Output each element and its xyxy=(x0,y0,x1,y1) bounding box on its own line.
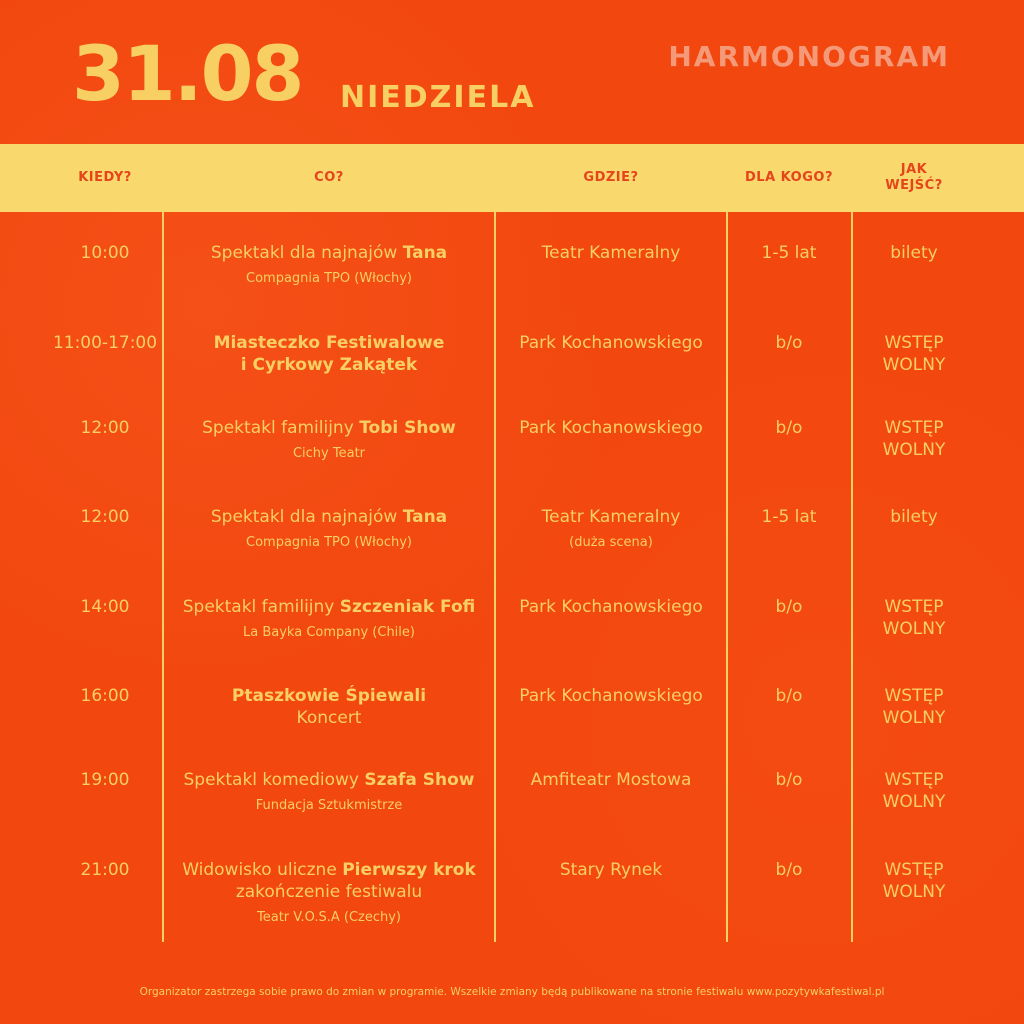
event-venue xyxy=(496,769,726,791)
venue-detail: (duża scena) xyxy=(569,535,653,550)
event-time: 21:00 xyxy=(80,860,130,880)
event-line2: Koncert xyxy=(296,708,362,728)
event-performer: La Bayka Company (Chile) xyxy=(243,625,415,640)
event-description xyxy=(163,417,495,463)
event-time: 14:00 xyxy=(80,597,130,617)
event-time: 16:00 xyxy=(80,686,130,706)
event-venue xyxy=(496,859,726,881)
column-header-what: CO? xyxy=(314,169,344,185)
event-performer: Compagnia TPO (Włochy) xyxy=(246,535,412,550)
event-venue xyxy=(496,596,726,618)
event-type: Spektakl dla najnajów xyxy=(210,507,403,527)
event-description xyxy=(163,242,495,288)
entry-line2: WOLNY xyxy=(882,619,946,639)
event-audience: b/o xyxy=(775,770,803,790)
column-divider xyxy=(162,212,164,942)
event-title: Miasteczko Festiwalowe xyxy=(213,333,445,353)
page-label: HARMONOGRAM xyxy=(668,40,950,73)
column-divider xyxy=(494,212,496,942)
event-performer: Teatr V.O.S.A (Czechy) xyxy=(257,910,401,925)
venue: Park Kochanowskiego xyxy=(519,333,703,353)
entry-line1: WSTĘP xyxy=(884,770,944,790)
event-entry xyxy=(852,506,976,528)
event-venue xyxy=(496,242,726,264)
event-time: 10:00 xyxy=(80,243,130,263)
event-date: 31.08 xyxy=(72,29,303,118)
entry-line2: WOLNY xyxy=(882,792,946,812)
entry-line1: WSTĘP xyxy=(884,418,944,438)
event-type: Spektakl dla najnajów xyxy=(210,243,403,263)
event-entry xyxy=(852,242,976,264)
event-audience: 1-5 lat xyxy=(761,507,817,527)
event-time: 12:00 xyxy=(80,507,130,527)
event-entry xyxy=(852,769,976,813)
column-header-entry-line1: JAK xyxy=(900,161,928,177)
entry-line1: WSTĘP xyxy=(884,597,944,617)
event-time: 12:00 xyxy=(80,418,130,438)
event-type: Spektakl familijny xyxy=(182,597,340,617)
event-description xyxy=(163,859,495,927)
event-title: Tobi Show xyxy=(359,418,456,438)
event-title: Szafa Show xyxy=(364,770,475,790)
event-time: 19:00 xyxy=(80,770,130,790)
column-header-when: KIEDY? xyxy=(78,169,132,185)
event-entry xyxy=(852,685,976,729)
event-venue xyxy=(496,506,726,552)
event-title: Szczeniak Fofi xyxy=(339,597,476,617)
entry-line2: WOLNY xyxy=(882,440,946,460)
venue: Amfiteatr Mostowa xyxy=(530,770,692,790)
event-title: Ptaszkowie Śpiewali xyxy=(231,686,427,706)
entry-line2: WOLNY xyxy=(882,708,946,728)
event-audience: b/o xyxy=(775,597,803,617)
event-description xyxy=(163,332,495,376)
event-audience: 1-5 lat xyxy=(761,243,817,263)
event-entry xyxy=(852,859,976,903)
entry-line1: bilety xyxy=(890,507,938,527)
event-audience: b/o xyxy=(775,860,803,880)
entry-line1: bilety xyxy=(890,243,938,263)
entry-line1: WSTĘP xyxy=(884,860,944,880)
entry-line1: WSTĘP xyxy=(884,686,944,706)
event-venue xyxy=(496,685,726,707)
entry-line2: WOLNY xyxy=(882,882,946,902)
event-day: NIEDZIELA xyxy=(340,80,536,115)
venue: Park Kochanowskiego xyxy=(519,597,703,617)
column-header-entry-line2: WEJŚĆ? xyxy=(885,178,943,193)
event-title: Pierwszy krok xyxy=(342,860,476,880)
event-line2: zakończenie festiwalu xyxy=(235,882,423,902)
event-title: Tana xyxy=(402,507,448,527)
event-time: 11:00-17:00 xyxy=(52,333,158,353)
event-description xyxy=(163,506,495,552)
event-venue xyxy=(496,417,726,439)
event-description xyxy=(163,685,495,729)
event-description xyxy=(163,596,495,642)
event-performer: Compagnia TPO (Włochy) xyxy=(246,271,412,286)
venue: Teatr Kameralny xyxy=(541,243,681,263)
column-header-for-whom: DLA KOGO? xyxy=(745,169,833,185)
event-performer: Fundacja Sztukmistrze xyxy=(255,798,403,813)
venue: Park Kochanowskiego xyxy=(519,418,703,438)
event-venue xyxy=(496,332,726,354)
column-divider xyxy=(851,212,853,942)
event-audience: b/o xyxy=(775,418,803,438)
event-entry xyxy=(852,417,976,461)
event-entry xyxy=(852,596,976,640)
entry-line2: WOLNY xyxy=(882,355,946,375)
venue: Teatr Kameralny xyxy=(541,507,681,527)
event-description xyxy=(163,769,495,815)
column-divider xyxy=(726,212,728,942)
event-type: Spektakl komediowy xyxy=(183,770,365,790)
event-line2: i Cyrkowy Zakątek xyxy=(240,355,418,375)
event-type: Spektakl familijny xyxy=(202,418,360,438)
event-performer: Cichy Teatr xyxy=(292,446,366,461)
venue: Stary Rynek xyxy=(559,860,663,880)
column-header-where: GDZIE? xyxy=(583,169,639,185)
event-audience: b/o xyxy=(775,686,803,706)
event-type: Widowisko uliczne xyxy=(182,860,343,880)
column-header-entry xyxy=(852,144,976,212)
event-title: Tana xyxy=(402,243,448,263)
entry-line1: WSTĘP xyxy=(884,333,944,353)
event-audience: b/o xyxy=(775,333,803,353)
footer-disclaimer: Organizator zastrzega sobie prawo do zmian w programie. Wszelkie zmiany będą publikowane na stronie festiwalu www.pozytywkafestiwal.pl xyxy=(139,986,885,998)
event-entry xyxy=(852,332,976,376)
venue: Park Kochanowskiego xyxy=(519,686,703,706)
